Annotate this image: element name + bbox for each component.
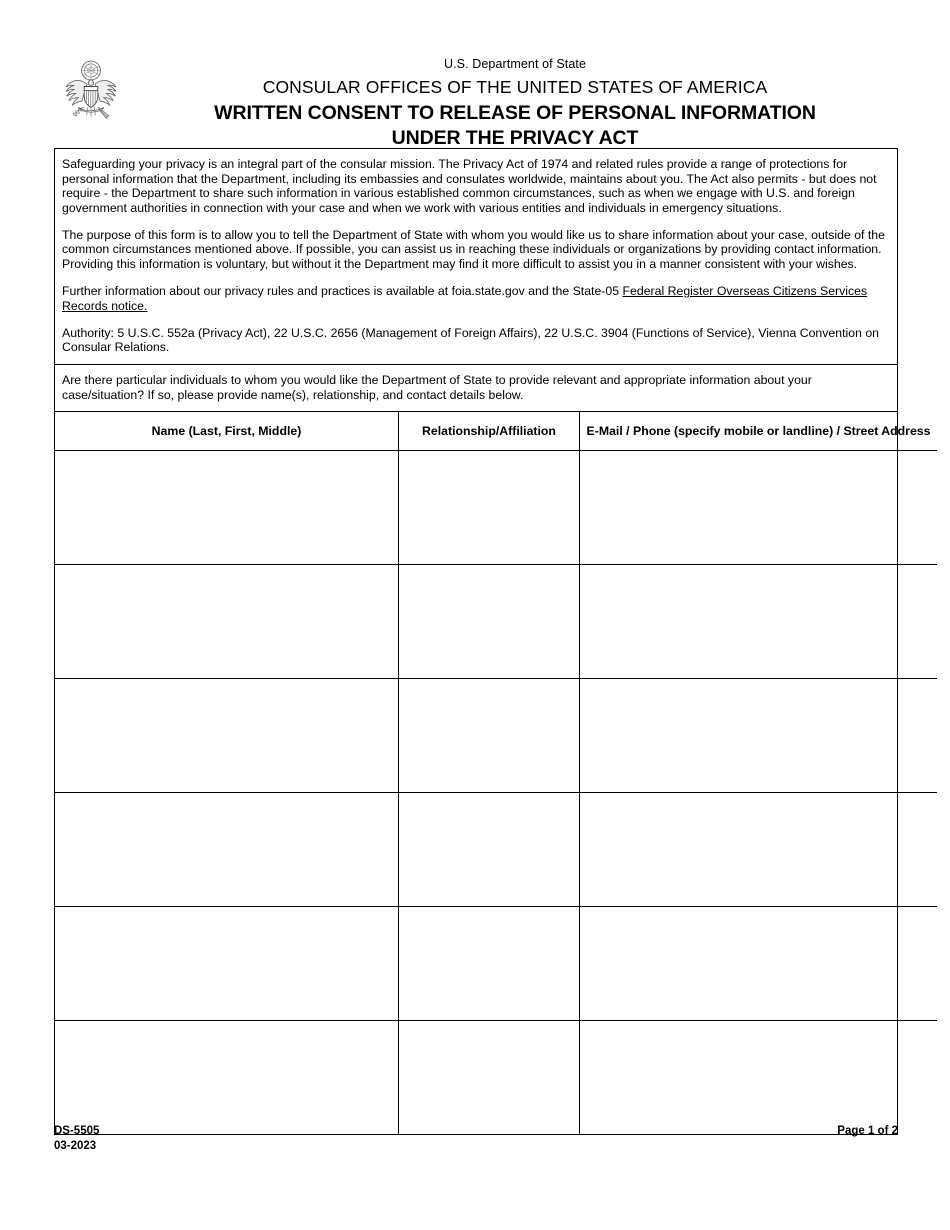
cell-relationship[interactable] xyxy=(399,793,580,907)
question-text: Are there particular individuals to whom you would like the Department of State to provide relevant and appropriate information about your case/situation? If so, please provide name(s), relationship, and contact details below. xyxy=(62,373,812,402)
contacts-table xyxy=(55,412,937,1134)
form-revision-date: 03-2023 xyxy=(54,1139,97,1152)
table-row xyxy=(55,1021,937,1135)
cell-name[interactable] xyxy=(55,565,399,679)
cell-contact[interactable] xyxy=(580,1021,938,1135)
cell-contact[interactable] xyxy=(580,679,938,793)
table-row xyxy=(55,565,937,679)
cell-name[interactable] xyxy=(55,1021,399,1135)
cell-name[interactable] xyxy=(55,793,399,907)
table-row xyxy=(55,451,937,565)
form-number: DS-5505 xyxy=(54,1125,100,1137)
document-header xyxy=(0,0,950,149)
cell-relationship[interactable] xyxy=(399,907,580,1021)
form-title-line-2: UNDER THE PRIVACY ACT xyxy=(391,127,639,149)
page-number: Page 1 of 2 xyxy=(837,1125,898,1137)
question-block xyxy=(55,365,897,412)
form-body-frame xyxy=(54,148,931,1135)
cell-name[interactable] xyxy=(55,451,399,565)
table-header-row xyxy=(55,412,937,451)
cell-contact[interactable] xyxy=(580,907,938,1021)
document-footer xyxy=(54,1124,898,1153)
column-header-relationship: Relationship/Affiliation xyxy=(399,412,580,451)
privacy-act-notice-block xyxy=(55,149,897,365)
notice-paragraph-3-text: Further information about our privacy rules and practices is available at foia.state.gov and the State-05 xyxy=(62,284,623,299)
table-row xyxy=(55,679,937,793)
table-body xyxy=(55,451,937,1135)
cell-name[interactable] xyxy=(55,679,399,793)
cell-relationship[interactable] xyxy=(399,565,580,679)
column-header-name: Name (Last, First, Middle) xyxy=(55,412,399,451)
form-title-line-1: WRITTEN CONSENT TO RELEASE OF PERSONAL INFORMATION xyxy=(214,102,816,124)
notice-authority-paragraph: Authority: 5 U.S.C. 552a (Privacy Act), 22 U.S.C. 2656 (Management of Foreign Affairs), 22 U.S.C. 3904 (Functions of Service), Vienna Convention on Consular Relations. xyxy=(62,325,880,355)
great-seal-icon xyxy=(60,57,122,127)
notice-paragraph-1: Safeguarding your privacy is an integral part of the consular mission. The Privacy Act of 1974 and related rules provide a range of protections for personal information that the Department, including its embassies and consulates worldwide, maintains about you. The Act also permits - but does not require - the Department to share such information in various established common circumstances, such as when we engage with U.S. and foreign government authorities in connection with your case and when we work with various entities and individuals in emergency situations. xyxy=(62,157,877,215)
cell-contact[interactable] xyxy=(580,565,938,679)
department-line: U.S. Department of State xyxy=(443,57,587,71)
table-row xyxy=(55,793,937,907)
cell-contact[interactable] xyxy=(580,451,938,565)
cell-contact[interactable] xyxy=(580,793,938,907)
table-row xyxy=(55,907,937,1021)
cell-relationship[interactable] xyxy=(399,679,580,793)
notice-paragraph-2: The purpose of this form is to allow you to tell the Department of State with whom you would like us to share information about your case, outside of the common circumstances mentioned above. If possible, you can assist us in reaching these individuals or organizations by providing contact information. Providing this information is voluntary, but without it the Department may find it more difficult to assist you in a manner consistent with your wishes. xyxy=(62,227,885,272)
federal-register-notice-link[interactable]: Federal Register Overseas Citizens Services Records notice. xyxy=(62,284,868,313)
cell-relationship[interactable] xyxy=(399,1021,580,1135)
consular-offices-line: CONSULAR OFFICES OF THE UNITED STATES OF AMERICA xyxy=(262,77,768,97)
cell-relationship[interactable] xyxy=(399,451,580,565)
cell-name[interactable] xyxy=(55,907,399,1021)
column-header-contact: E-Mail / Phone (specify mobile or landline) / Street Address xyxy=(580,412,938,451)
header-title-block xyxy=(130,56,900,151)
notice-paragraph-3 xyxy=(62,284,890,313)
